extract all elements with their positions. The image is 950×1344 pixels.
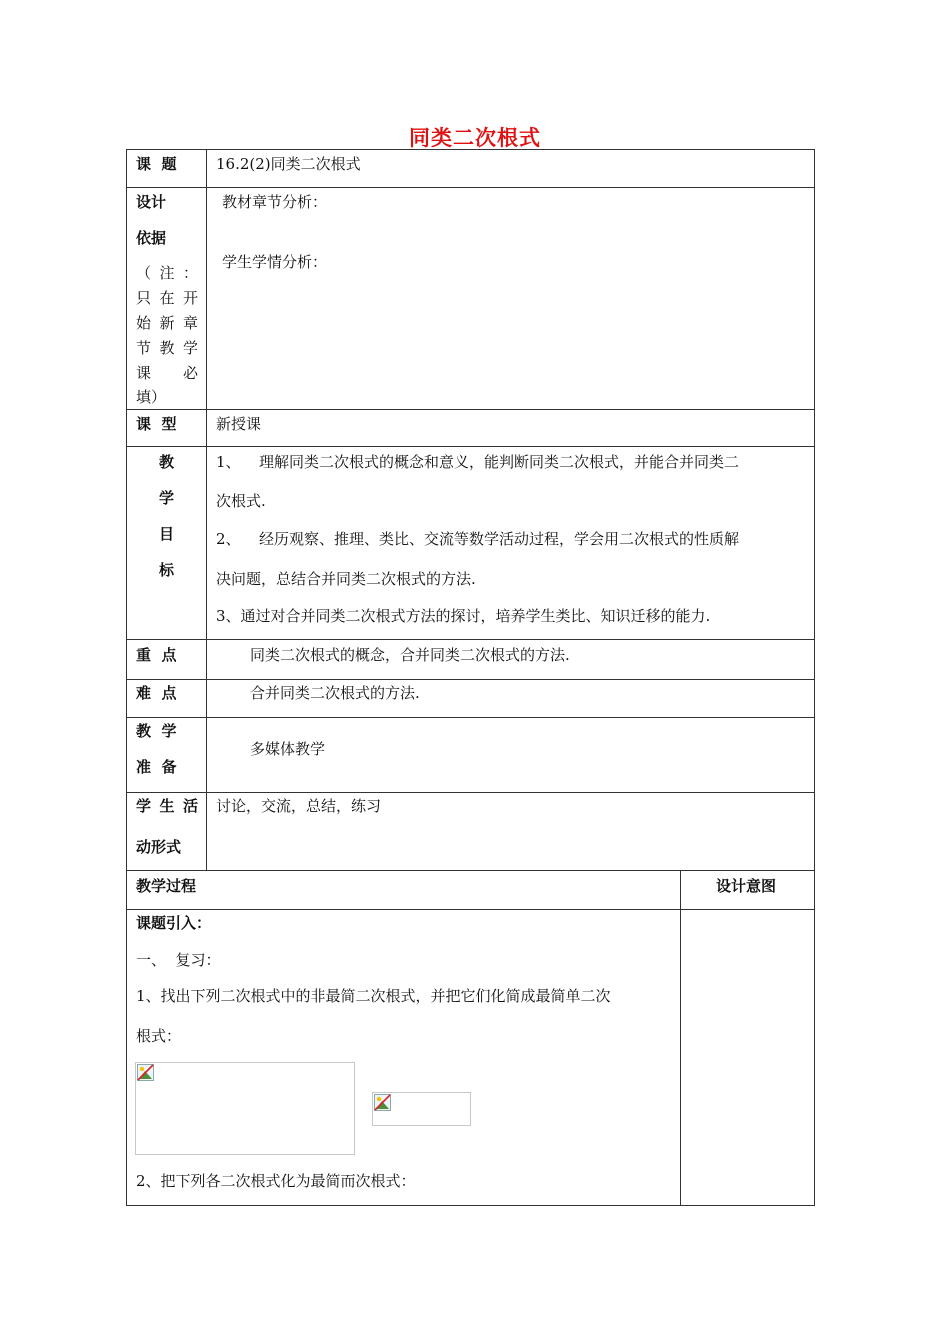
broken-image-icon bbox=[137, 1064, 154, 1081]
goals-label-char: 教 bbox=[159, 453, 175, 471]
row-divider bbox=[126, 909, 815, 910]
design-intent-header: 设计意图 bbox=[716, 877, 777, 895]
note-char: 始 bbox=[136, 314, 152, 332]
activity-label-char: 学 bbox=[136, 797, 152, 815]
question-2: 2、把下列各二次根式化为最简而次根式： bbox=[136, 1172, 416, 1190]
question-1-line2: 根式： bbox=[136, 1027, 182, 1045]
basis-label-line2: 依据 bbox=[136, 229, 167, 247]
row-divider bbox=[126, 446, 815, 447]
goal-2-line1: 经历观察、推理、类比、交流等数学活动过程，学会用二次根式的性质解 bbox=[259, 530, 740, 548]
key-value: 同类二次根式的概念，合并同类二次根式的方法. bbox=[250, 646, 570, 664]
question-1-line1: 1、找出下列二次根式中的非最简二次根式，并把它们化简成最简单二次 bbox=[136, 987, 611, 1005]
basis-note-line6: 填） bbox=[136, 388, 167, 406]
basis-note-line4 bbox=[136, 339, 198, 357]
difficulty-label: 难 点 bbox=[136, 684, 177, 702]
activity-label-char: 活 bbox=[182, 797, 198, 815]
row-divider bbox=[126, 409, 815, 410]
lesson-plan-table bbox=[126, 149, 815, 1206]
process-header: 教学过程 bbox=[136, 877, 197, 895]
type-label: 课 型 bbox=[136, 415, 177, 433]
note-char: 开 bbox=[182, 289, 198, 307]
row-divider bbox=[126, 639, 815, 640]
note-char: 章 bbox=[182, 314, 198, 332]
basis-note-line5 bbox=[136, 364, 198, 382]
note-char: 只 bbox=[136, 289, 152, 307]
activity-label-line2: 动形式 bbox=[136, 838, 182, 856]
goals-label-char: 学 bbox=[159, 489, 175, 507]
note-char: （ bbox=[136, 264, 152, 282]
row-divider bbox=[126, 679, 815, 680]
column-divider bbox=[680, 870, 681, 1206]
textbook-analysis: 教材章节分析： bbox=[222, 193, 328, 211]
formula-image bbox=[135, 1062, 355, 1155]
goal-3: 3、通过对合并同类二次根式方法的探讨，培养学生类比、知识迁移的能力. bbox=[216, 607, 711, 625]
activity-label-char: 生 bbox=[159, 797, 175, 815]
type-value: 新授课 bbox=[216, 415, 262, 433]
note-char: 在 bbox=[159, 289, 175, 307]
student-analysis: 学生学情分析： bbox=[222, 253, 328, 271]
broken-image-icon bbox=[374, 1094, 391, 1111]
topic-label: 课 题 bbox=[136, 155, 177, 173]
formula-image-small bbox=[372, 1092, 471, 1126]
prep-label-line1: 教 学 bbox=[136, 722, 177, 740]
prep-value: 多媒体教学 bbox=[250, 740, 326, 758]
goals-label-char: 标 bbox=[159, 561, 175, 579]
note-char: 注 bbox=[159, 264, 175, 282]
note-char: 新 bbox=[159, 314, 175, 332]
key-label: 重 点 bbox=[136, 646, 177, 664]
note-char: ： bbox=[182, 264, 198, 282]
activity-label-line1 bbox=[136, 797, 198, 815]
prep-label-line2: 准 备 bbox=[136, 758, 177, 776]
goal-1-line2: 次根式. bbox=[216, 492, 266, 510]
goals-label-char: 目 bbox=[159, 525, 175, 543]
goal-2-number: 2、 bbox=[216, 530, 241, 548]
goal-2-line2: 决问题，总结合并同类二次根式的方法. bbox=[216, 570, 476, 588]
activity-value: 讨论，交流，总结，练习 bbox=[216, 797, 382, 815]
goal-1-line1: 理解同类二次根式的概念和意义，能判断同类二次根式，并能合并同类二 bbox=[259, 453, 740, 471]
row-divider bbox=[126, 717, 815, 718]
basis-note-line3 bbox=[136, 314, 198, 332]
review-heading: 一、 复习： bbox=[136, 951, 221, 969]
difficulty-value: 合并同类二次根式的方法. bbox=[250, 684, 420, 702]
column-divider bbox=[206, 149, 207, 870]
topic-value: 16.2(2)同类二次根式 bbox=[216, 155, 361, 173]
row-divider bbox=[126, 792, 815, 793]
document-title: 同类二次根式 bbox=[409, 126, 541, 150]
note-char: 节 bbox=[136, 339, 152, 357]
intro-heading: 课题引入： bbox=[136, 914, 212, 932]
note-char: 必 bbox=[182, 364, 198, 382]
basis-note-line1 bbox=[136, 264, 198, 282]
row-divider bbox=[126, 187, 815, 188]
note-char: 课 bbox=[136, 364, 152, 382]
basis-note-line2 bbox=[136, 289, 198, 307]
note-char: 学 bbox=[182, 339, 198, 357]
row-divider bbox=[126, 870, 815, 871]
note-char: 教 bbox=[159, 339, 175, 357]
goal-1-number: 1、 bbox=[216, 453, 241, 471]
basis-label-line1: 设计 bbox=[136, 193, 167, 211]
